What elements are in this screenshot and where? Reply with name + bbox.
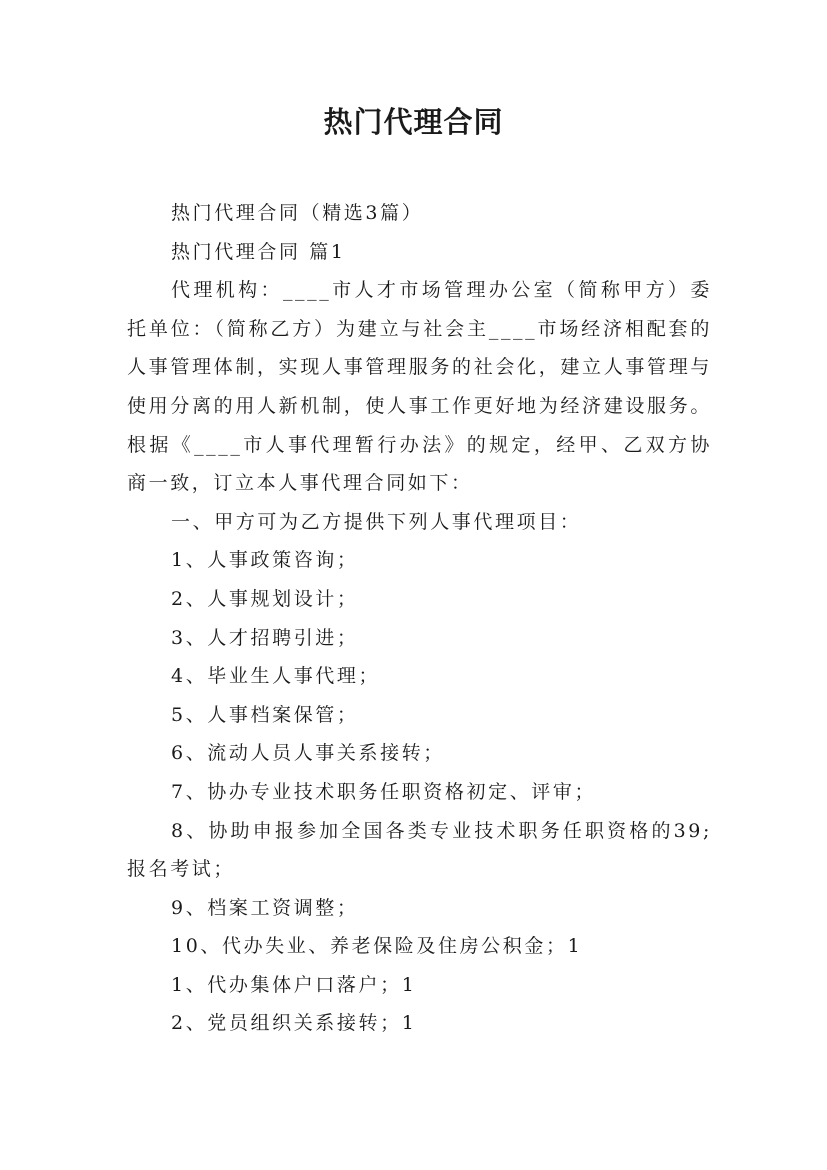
list-item: 1、代办集体户口落户；1	[171, 973, 417, 996]
list-item: 10、代办失业、养老保险及住房公积金；1	[171, 935, 583, 958]
paragraph-section-heading: 热门代理合同 篇1	[171, 240, 346, 263]
list-item: 2、党员组织关系接转；1	[171, 1012, 417, 1035]
paragraph-clause-heading: 一、甲方可为乙方提供下列人事代理项目：	[171, 510, 582, 533]
list-item: 6、流动人员人事关系接转；	[171, 742, 445, 765]
document-title: 热门代理合同	[323, 105, 504, 139]
list-item: 2、人事规划设计；	[171, 587, 359, 610]
list-item: 5、人事档案保管；	[171, 703, 359, 726]
list-item: 3、人才招聘引进；	[171, 626, 359, 649]
list-item: 1、人事政策咨询；	[171, 549, 359, 572]
list-item: 9、档案工资调整；	[171, 896, 359, 919]
document-body	[127, 194, 712, 1043]
paragraph-subtitle: 热门代理合同（精选3篇）	[171, 202, 424, 224]
list-item: 8、协助申报参加全国各类专业技术职务任职资格的39;报名考试；	[127, 819, 712, 881]
list-item: 4、毕业生人事代理；	[171, 665, 381, 688]
list-item: 7、协办专业技术职务任职资格初定、评审；	[171, 780, 597, 803]
paragraph-intro: 代理机构：____市人才市场管理办公室（简称甲方）委托单位：（简称乙方）为建立与社会主____市场经济相配套的人事管理体制，实现人事管理服务的社会化，建立人事管理与使用分离的用人新机制，使人事工作更好地为经济建设服务。根据《____市人事代理暂行办法》的规定，经甲、乙双方协商一致，订立本人事代理合同如下：	[127, 279, 712, 495]
